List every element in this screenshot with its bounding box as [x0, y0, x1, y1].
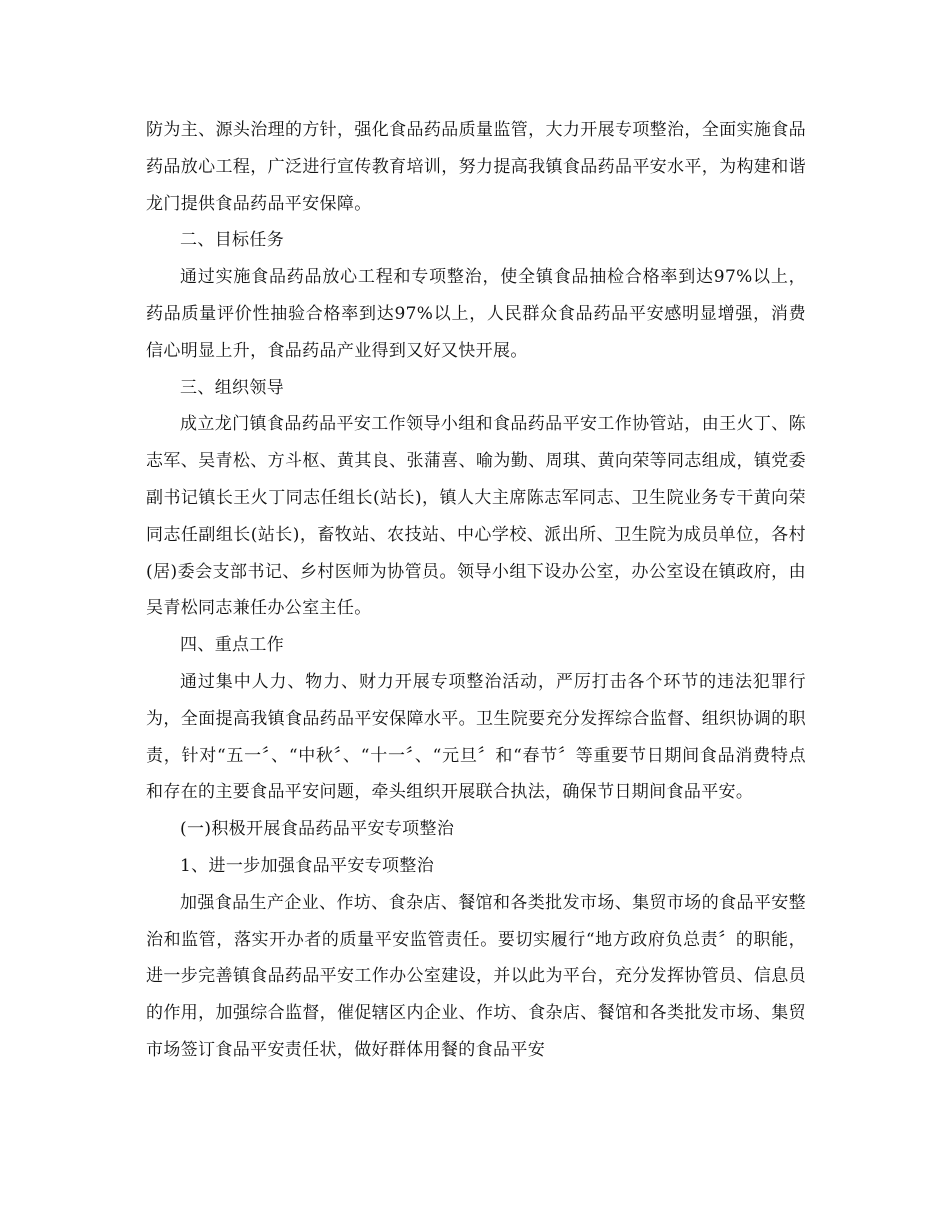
section-heading-goals: 二、目标任务: [180, 230, 285, 251]
paragraph-goals: 通过实施食品药品放心工程和专项整治，使全镇食品抽检合格率到达97%以上，药品质量评价性抽验合格率到达97%以上，人民群众食品药品平安感明显增强，消费信心明显上升，食品药品产业得到又好又快开展。: [146, 267, 806, 361]
document-page: [146, 112, 806, 1069]
section-heading-key-work: 四、重点工作: [180, 635, 285, 656]
paragraph-food-safety: 加强食品生产企业、作坊、食杂店、餐馆和各类批发市场、集贸市场的食品平安整治和监管，落实开办者的质量平安监管责任。要切实履行“地方政府负总责〞的职能，进一步完善镇食品药品平安工作办公室建设，并以此为平台，充分发挥协管员、信息员的作用，加强综合监督，催促辖区内企业、作坊、食杂店、餐馆和各类批发市场、集贸市场签订食品平安责任状，做好群体用餐的食品平安: [146, 892, 806, 1060]
paragraph-key-work: 通过集中人力、物力、财力开展专项整治活动，严厉打击各个环节的违法犯罪行为，全面提高我镇食品药品平安保障水平。卫生院要充分发挥综合监督、组织协调的职责，针对“五一〞、“中秋〞、“十一〞、“元旦〞和“春节〞等重要节日期间食品消费特点和存在的主要食品平安问题，牵头组织开展联合执法，确保节日期间食品平安。: [146, 671, 806, 803]
section-heading-leadership: 三、组织领导: [180, 377, 285, 398]
paragraph-intro-continued: 防为主、源头治理的方针，强化食品药品质量监管，大力开展专项整治，全面实施食品药品放心工程，广泛进行宣传教育培训，努力提高我镇食品药品平安水平，为构建和谐龙门提供食品药品平安保障。: [146, 120, 806, 214]
subsection-heading-special-rectification: (一)积极开展食品药品平安专项整治: [180, 819, 455, 840]
paragraph-leadership: 成立龙门镇食品药品平安工作领导小组和食品药品平安工作协管站，由王火丁、陈志军、吴青松、方斗枢、黄其良、张蒲喜、喻为勤、周琪、黄向荣等同志组成，镇党委副书记镇长王火丁同志任组长(站长)，镇人大主席陈志军同志、卫生院业务专干黄向荣同志任副组长(站长)，畜牧站、农技站、中心学校、派出所、卫生院为成员单位，各村(居)委会支部书记、乡村医师为协管员。领导小组下设办公室，办公室设在镇政府，由吴青松同志兼任办公室主任。: [146, 414, 806, 619]
subsection-heading-food-safety: 1、进一步加强食品平安专项整治: [180, 855, 435, 876]
